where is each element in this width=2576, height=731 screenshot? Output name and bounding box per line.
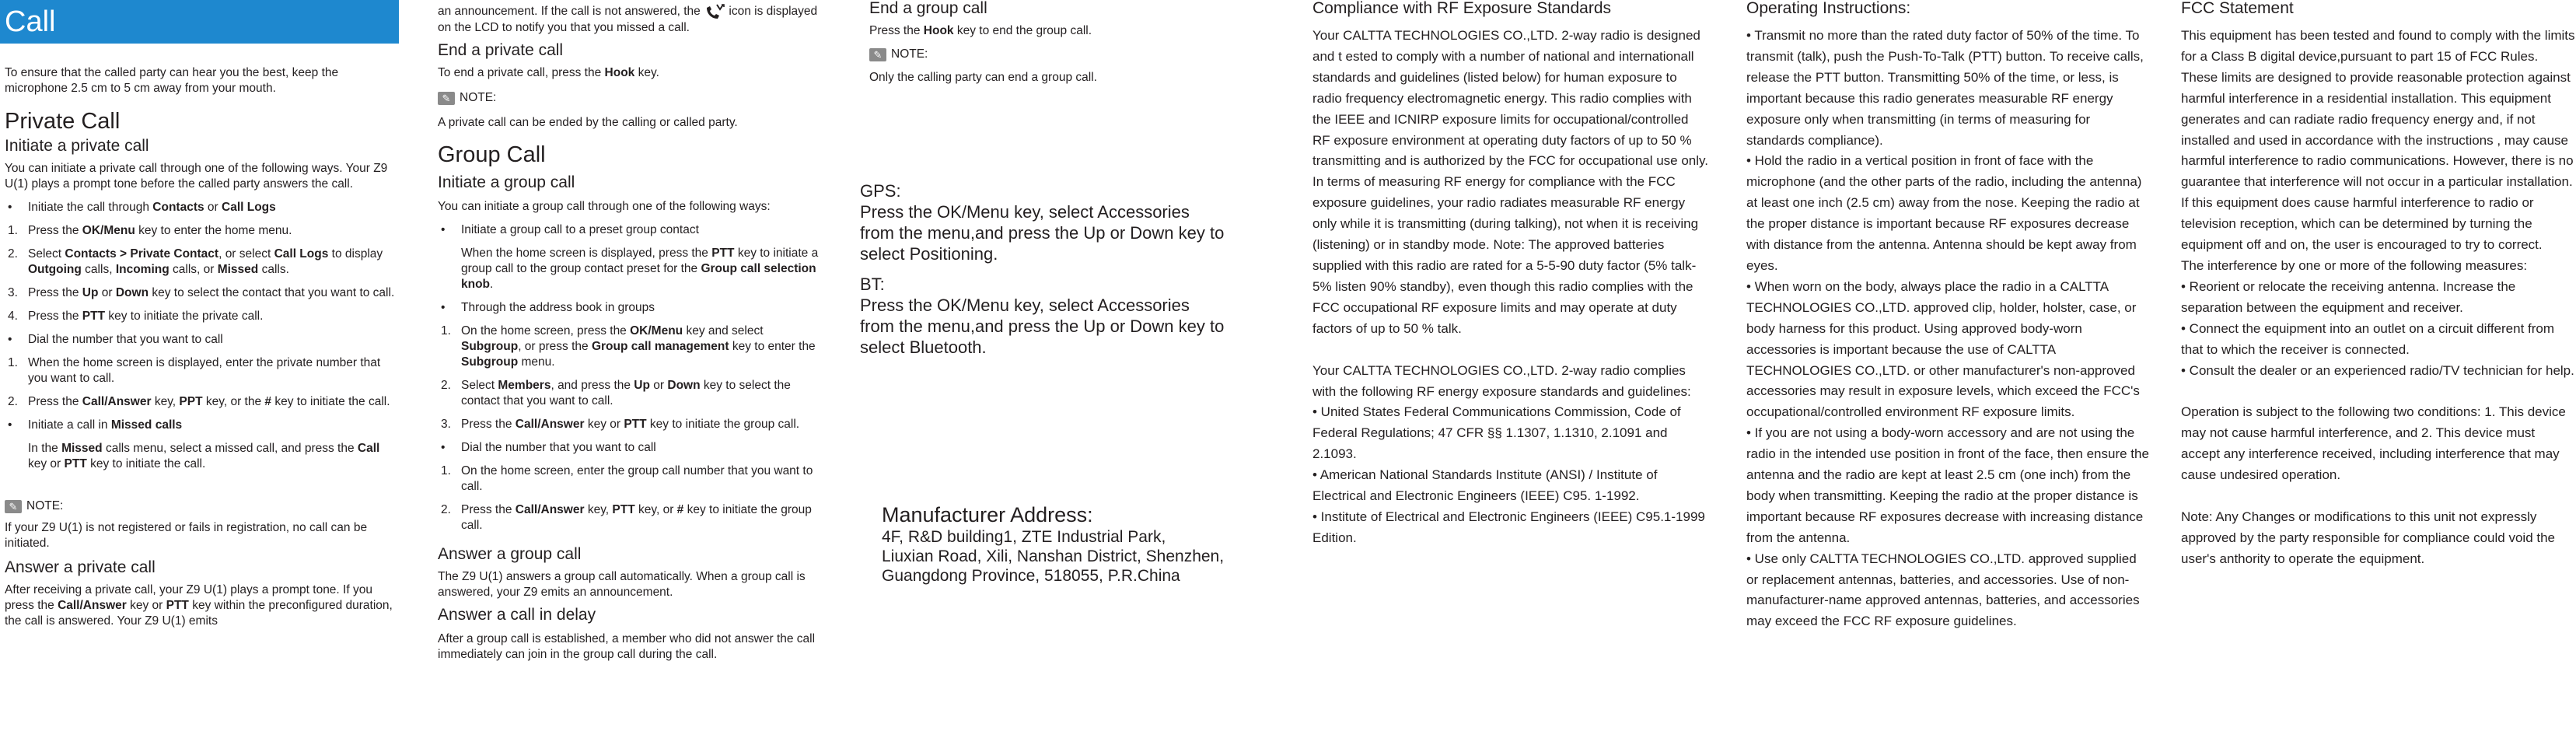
step-a4: 4. Press the PTT key to initiate the private call. <box>8 310 264 323</box>
delay-heading: Answer a call in delay <box>438 606 596 624</box>
manufacturer-label: Manufacturer Address: <box>882 503 1093 526</box>
step-a1: 1. Press the OK/Menu key to enter the home menu. <box>8 224 292 237</box>
end-private-text: To end a private call, press the Hook key. <box>438 66 659 79</box>
initiate-group-text: You can initiate a group call through one of the following ways: <box>438 200 771 213</box>
note-row: ✎ NOTE: <box>869 47 1258 62</box>
operating-item-4: • If you are not using a body-worn accessory and are not using the radio in the intended use position in front of the face, then ensure the antenna and the radio are kept at least 2.5 cm (one inch) from the body when transmitting. Keeping the radio at the proper distance is important because RF exposures decrease with increasing distance from the antenna. <box>1746 425 2149 545</box>
group-step-a3: 3. Press the Call/Answer key or PTT key to initiate the group call. <box>441 418 800 431</box>
group-step-a2: 2. Select Members, and press the Up or Down key to select the contact that you want to call. <box>441 379 791 407</box>
missed-bullet: • Initiate a call in Missed calls <box>8 418 183 432</box>
group-dial-bullet: • Dial the number that you want to call <box>441 441 656 454</box>
note-text: Only the calling party can end a group call. <box>869 71 1097 84</box>
operating-item-2: • Hold the radio in a vertical position in front of face with the microphone (and the other parts of the radio, including the antenna) at least one inch (2.5 cm) away from the nose. Keeping the radio at the proper distance is important because RF exposures decrease with distance from the antenna. Antenna should be kept away from eyes. <box>1746 153 2142 273</box>
private-call-heading: Private Call <box>5 109 121 134</box>
address-line-2: Liuxian Road, Xili, Nanshan District, Shenzhen, <box>882 547 1225 565</box>
answer-private-heading: Answer a private call <box>5 558 156 576</box>
step-b2: 2. Press the Call/Answer key, PPT key, or the # key to initiate the call. <box>8 395 390 408</box>
bt-text: Press the OK/Menu key, select Accessories from the menu,and press the Up or Down key to select Bluetooth. <box>860 296 1225 357</box>
rf-standard-1: • United States Federal Communications Commission, Code of Federal Regulations; 47 CFR §§ 1.1307, 1.1310, 2.1091 and 2.1093. <box>1312 404 1681 462</box>
group-step-b2: 2. Press the Call/Answer key, PTT key, or # key to initiate the group call. <box>441 503 812 532</box>
column-group-call <box>438 0 827 731</box>
address-line-3: Guangdong Province, 518055, P.R.China <box>882 567 1180 585</box>
rf-para-1: Your CALTTA TECHNOLOGIES CO.,LTD. 2-way radio is designed and t ested to comply with a number of national and internationall standards and guidelines (listed below) for human exposure to radio frequency electromagnetic energy. This radio complies with the IEEE and ICNIRP exposure limits for occupational/controlled RF exposure environment at operating duty factors of up to 50 % transmitting and is authorized by the FCC for occupational use only. In terms of measuring RF energy for compliance with the FCC exposure guidelines, your radio radiates measurable RF energy only while it is transmitting (during talking), not when it is receiving (listening) or in standby mode. Note: The approved batteries supplied with this radio are rated for a 5-5-90 duty factor (5% talk-5% listen 90% standby), even though this radio complies with the FCC occupational RF exposure limits and may operate at duty factors of up to 50 % talk. <box>1312 28 1709 336</box>
missed-text: In the Missed calls menu, select a missed call, and press the Call key or PTT key to initiate the call. <box>28 442 380 470</box>
group-step-b1: 1. On the home screen, enter the group call number that you want to call. <box>441 464 813 493</box>
fcc-para-1: This equipment has been tested and found to comply with the limits for a Class B digital device,pursuant to part 15 of FCC Rules. These limits are designed to provide reasonable protection against harmful interference in a residential installation. This equipment generates and can radiate radio frequency energy and, if not installed and used in accordance with the instructions , may cause harmful interference to radio communications. However, there is no guarantee that interference will not occur in a particular installation. If this equipment does cause harmful interference to radio or television reception, which can be determined by turning the equipment off and on, the user is encouraged to try to correct. <box>2181 28 2575 253</box>
initiate-group-heading: Initiate a group call <box>438 173 575 191</box>
rf-para-2: Your CALTTA TECHNOLOGIES CO.,LTD. 2-way radio complies with the following RF energy exposure standards and guidelines: <box>1312 362 1691 399</box>
address-line-1: 4F, R&D building1, ZTE Industrial Park, <box>882 528 1166 546</box>
note-row: ✎ NOTE: <box>5 498 396 514</box>
column-fcc-statement <box>2181 0 2576 731</box>
note-text: A private call can be ended by the calling or called party. <box>438 116 738 129</box>
end-group-heading: End a group call <box>869 0 987 17</box>
operating-item-5: • Use only CALTTA TECHNOLOGIES CO.,LTD. approved supplied or replacement antennas, batteries, and accessories. Use of non-manufacturer-name approved antennas, batteries, and accessories may exceed the FCC RF exposure guidelines. <box>1746 551 2140 629</box>
column-end-gps-bt <box>860 0 1258 731</box>
rf-standard-3: • Institute of Electrical and Electronic Engineers (IEEE) C95.1-1999 Edition. <box>1312 509 1705 545</box>
answer-group-text: The Z9 U(1) answers a group call automatically. When a group call is answered, your Z9 emits an announcement. <box>438 570 806 599</box>
bt-label: BT: <box>860 275 885 294</box>
column-rf-compliance <box>1312 0 1709 731</box>
contacts-bullet: • Initiate the call through Contacts or Call Logs <box>8 201 276 214</box>
continued-text: an announcement. If the call is not answered, the icon is displayed on the LCD to notify you that you missed a call. <box>438 3 827 36</box>
call-title-banner: Call <box>0 0 399 44</box>
column-call-private <box>0 0 400 731</box>
note-text: If your Z9 U(1) is not registered or fails in registration, no call can be initiated. <box>5 521 368 550</box>
dial-bullet: • Dial the number that you want to call <box>8 333 223 346</box>
answer-private-text: After receiving a private call, your Z9 U(1) plays a prompt tone. If you press the Call/Answer key or PTT key within the preconfigured duration, the call is answered. Your Z9 U(1) emits <box>5 583 393 628</box>
manufacturer-address <box>882 527 1258 586</box>
group-call-heading: Group Call <box>438 142 546 167</box>
pencil-icon: ✎ <box>5 500 22 513</box>
step-a3: 3. Press the Up or Down key to select the contact that you want to call. <box>8 286 395 299</box>
fcc-title: FCC Statement <box>2181 0 2294 17</box>
delay-text: After a group call is established, a member who did not answer the call immediately can join in the group call during the call. <box>438 632 816 661</box>
rf-compliance-title: Compliance with RF Exposure Standards <box>1312 0 1612 17</box>
fcc-measure-2: • Connect the equipment into an outlet on a circuit different from that to which the receiver is connected. <box>2181 320 2555 357</box>
note-row: ✎ NOTE: <box>438 90 827 106</box>
initiate-private-heading: Initiate a private call <box>5 137 149 155</box>
fcc-measure-1: • Reorient or relocate the receiving antenna. Increase the separation between the equipment and receiver. <box>2181 278 2516 315</box>
gps-text: Press the OK/Menu key, select Accessories from the menu,and press the Up or Down key to select Positioning. <box>860 202 1225 264</box>
fcc-para-2: Operation is subject to the following two conditions: 1. This device may not cause harmful interference, and 2. This device must accept any interference received, including interference that may cause undesired operation. <box>2181 404 2566 483</box>
pencil-icon: ✎ <box>869 48 886 61</box>
intro-text: To ensure that the called party can hear you the best, keep the microphone 2.5 cm to 5 cm away from your mouth. <box>5 66 339 95</box>
fcc-measure-3: • Consult the dealer or an experienced radio/TV technician for help. <box>2181 362 2574 378</box>
initiate-private-text: You can initiate a private call through one of the following ways. Your Z9 U(1) plays a prompt tone before the called party answers the call. <box>5 162 388 191</box>
rf-standard-2: • American National Standards Institute (ANSI) / Institute of Electrical and Electronic Engineers (IEEE) C95. 1-1992. <box>1312 467 1658 504</box>
operating-item-1: • Transmit no more than the rated duty factor of 50% of the time. To transmit (talk), push the Push-To-Talk (PTT) button. To receive calls, release the PTT button. Transmitting 50% of the time, or less, is important because this radio generates measurable RF energy exposure only when transmitting (in terms of measuring for standards compliance). <box>1746 28 2144 148</box>
operating-item-3: • When worn on the body, always place the radio in a CALTTA TECHNOLOGIES CO.,LTD. approved clip, holder, holster, case, or body harness for this product. Using approved body-worn accessories is important because the use of CALTTA TECHNOLOGIES CO.,LTD. or other manufacturer's non-approved accessories may result in exposure levels, which exceed the FCC's occupational/controlled environment RF exposure limits. <box>1746 278 2140 420</box>
gps-label: GPS: <box>860 181 901 201</box>
fcc-measures-intro: The interference by one or more of the following measures: <box>2181 257 2528 273</box>
fcc-para-3: Note: Any Changes or modifications to this unit not expressly approved by the party responsible for compliance could void the user's anthority to operate the equipment. <box>2181 509 2556 566</box>
column-operating-instructions <box>1746 0 2151 731</box>
answer-group-heading: Answer a group call <box>438 545 582 563</box>
step-b1: 1. When the home screen is displayed, enter the private number that you want to call. <box>8 356 381 385</box>
missed-call-phone-icon <box>704 3 725 20</box>
operating-title: Operating Instructions: <box>1746 0 1911 17</box>
end-private-heading: End a private call <box>438 41 564 59</box>
preset-text: When the home screen is displayed, press the PTT key to initiate a group call to the group contact preset for the Group call selection knob. <box>461 247 819 291</box>
pencil-icon: ✎ <box>438 92 455 105</box>
step-a2: 2. Select Contacts > Private Contact, or select Call Logs to display Outgoing calls, Incoming calls, or Missed calls. <box>8 247 383 276</box>
end-group-text: Press the Hook key to end the group call. <box>869 24 1092 37</box>
group-step-a1: 1. On the home screen, press the OK/Menu key and select Subgroup, or press the Group call management key to enter the Subgroup menu. <box>441 324 816 369</box>
preset-bullet: • Initiate a group call to a preset group contact <box>441 223 699 236</box>
book-bullet: • Through the address book in groups <box>441 301 655 314</box>
